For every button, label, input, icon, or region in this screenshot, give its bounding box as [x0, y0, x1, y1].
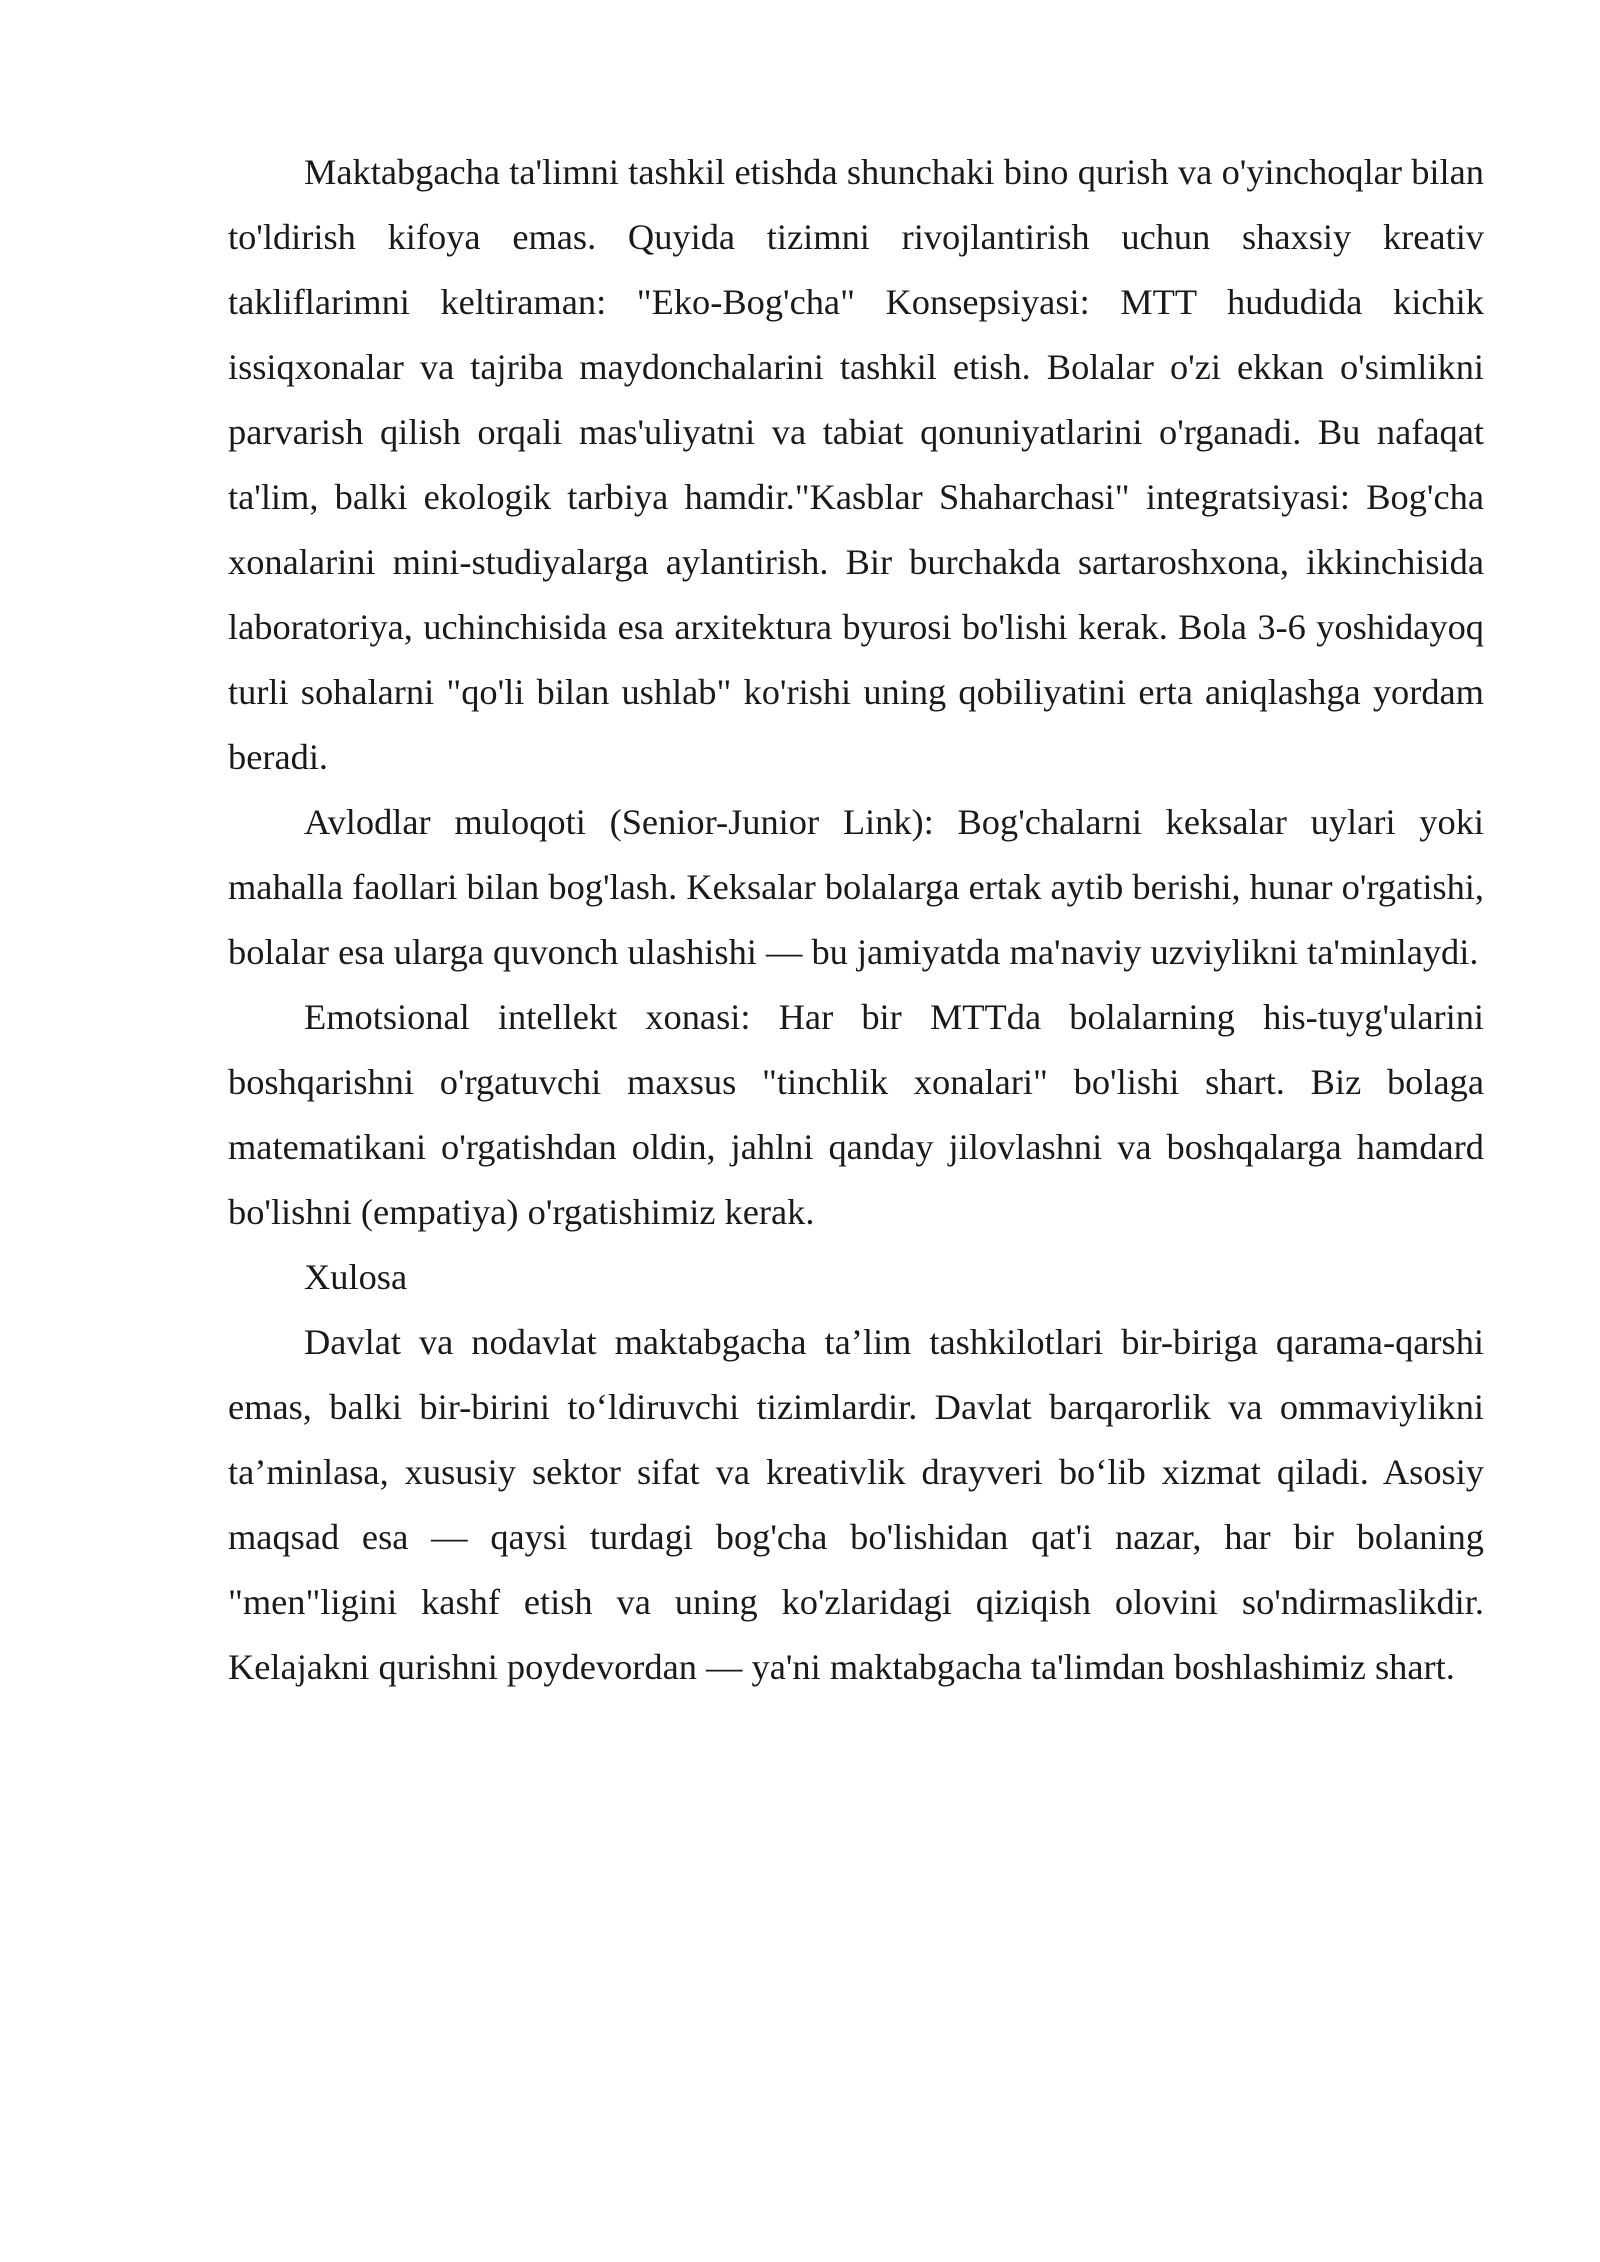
paragraph-generations-dialogue: Avlodlar muloqoti (Senior-Junior Link): Bog'chalarni keksalar uylari yoki mahalla faollari bilan bog'lash. Keksalar bolalarga ertak aytib berishi, hunar o'rgatishi, bolalar esa ularga quvonch ulashishi — bu jamiyatda ma'naviy uzviylikni ta'minlaydi.	[228, 802, 1484, 972]
document-body	[228, 140, 1484, 1700]
paragraph-proposals-intro: Maktabgacha ta'limni tashkil etishda shunchaki bino qurish va o'yinchoqlar bilan to'ldirish kifoya emas. Quyida tizimni rivojlantirish uchun shaxsiy kreativ takliflarimni keltiraman: "Eko-Bog'cha" Konsepsiyasi: MTT hududida kichik issiqxonalar va tajriba maydonchalarini tashkil etish. Bolalar o'zi ekkan o'simlikni parvarish qilish orqali mas'uliyatni va tabiat qonuniyatlarini o'rganadi. Bu nafaqat ta'lim, balki ekologik tarbiya hamdir."Kasblar Shaharchasi" integratsiyasi: Bog'cha xonalarini mini-studiyalarga aylantirish. Bir burchakda sartaroshxona, ikkinchisida laboratoriya, uchinchisida esa arxitektura byurosi bo'lishi kerak. Bola 3-6 yoshidayoq turli sohalarni "qo'li bilan ushlab" ko'rishi uning qobiliyatini erta aniqlashga yordam beradi.	[228, 152, 1484, 777]
paragraph-conclusion: Davlat va nodavlat maktabgacha ta’lim tashkilotlari bir-biriga qarama-qarshi emas, balki bir-birini to‘ldiruvchi tizimlardir. Davlat barqarorlik va ommaviylikni ta’minlasa, xususiy sektor sifat va kreativlik drayveri bo‘lib xizmat qiladi. Asosiy maqsad esa — qaysi turdagi bog'cha bo'lishidan qat'i nazar, har bir bolaning "men"ligini kashf etish va uning ko'zlaridagi qiziqish olovini so'ndirmaslikdir. Kelajakni qurishni poydevordan — ya'ni maktabgacha ta'limdan boshlashimiz shart.	[228, 1322, 1484, 1687]
section-heading-conclusion: Xulosa	[304, 1257, 408, 1297]
paragraph-emotional-intelligence: Emotsional intellekt xonasi: Har bir MTTda bolalarning his-tuyg'ularini boshqarishni o'rgatuvchi maxsus "tinchlik xonalari" bo'lishi shart. Biz bolaga matematikani o'rgatishdan oldin, jahlni qanday jilovlashni va boshqalarga hamdard bo'lishni (empatiya) o'rgatishimiz kerak.	[228, 997, 1484, 1232]
